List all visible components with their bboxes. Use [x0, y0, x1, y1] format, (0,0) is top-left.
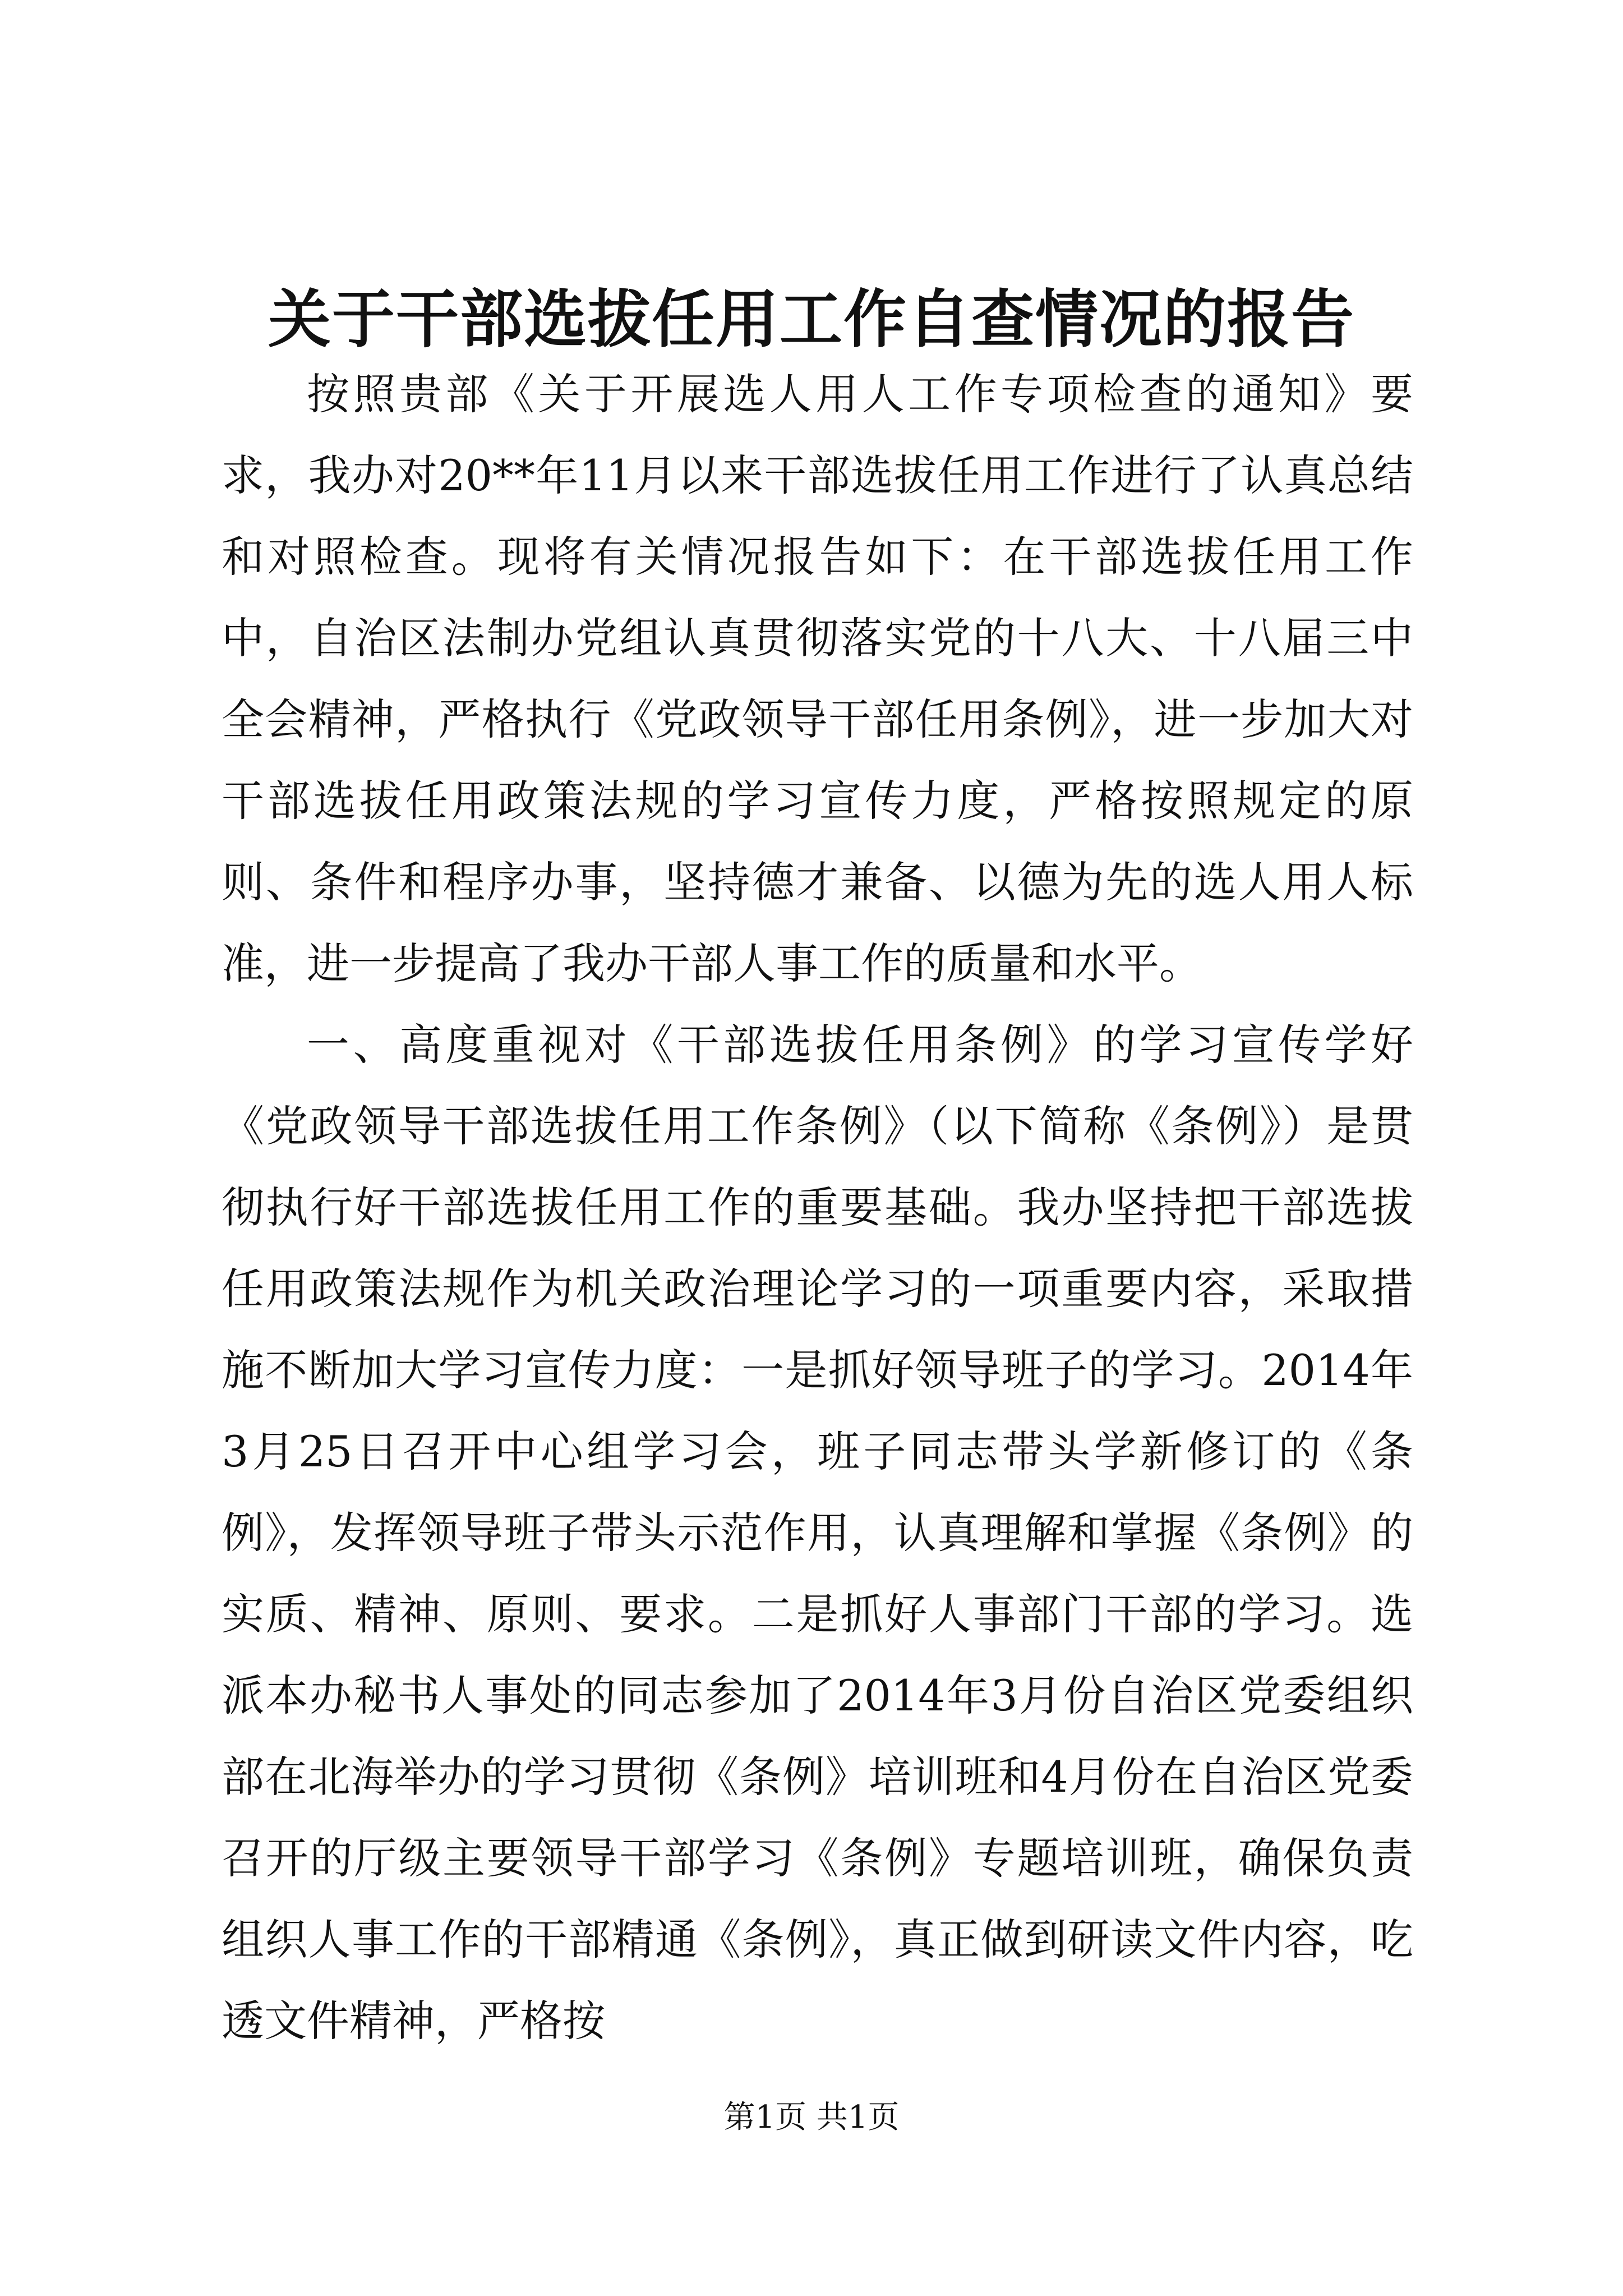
paragraph-section-one: 一、高度重视对《干部选拔任用条例》的学习宣传学好《党政领导干部选拔任用工作条例》（以下简称《条例》）是贯彻执行好干部选拔任用工作的重要基础。我办坚持把干部选拔任用政策法规作为机关政治理论学习的一项重要内容，采取措施不断加大学习宣传力度：一是抓好领导班子的学习。2014年3月25日召开中心组学习会，班子同志带头学新修订的《条例》，发挥领导班子带头示范作用，认真理解和掌握《条例》的实质、精神、原则、要求。二是抓好人事部门干部的学习。选派本办秘书人事处的同志参加了2014年3月份自治区党委组织部在北海举办的学习贯彻《条例》培训班和4月份在自治区党委召开的厅级主要领导干部学习《条例》专题培训班，确保负责组织人事工作的干部精通《条例》，真正做到研读文件内容，吃透文件精神，严格按 [222, 1020, 1413, 2046]
page-footer: 第1页 共1页 [723, 2099, 900, 2136]
paragraph-intro: 按照贵部《关于开展选人用人工作专项检查的通知》要求，我办对20**年11月以来干部选拔任用工作进行了认真总结和对照检查。现将有关情况报告如下：在干部选拔任用工作中，自治区法制办党组认真贯彻落实党的十八大、十八届三中全会精神，严格执行《党政领导干部任用条例》，进一步加大对干部选拔任用政策法规的学习宣传力度，严格按照规定的原则、条件和程序办事，坚持德才兼备、以德为先的选人用人标准，进一步提高了我办干部人事工作的质量和水平。 [222, 369, 1413, 988]
document-body [222, 353, 1413, 2062]
document-title: 关于干部选拔任用工作自查情况的报告 [268, 283, 1355, 356]
